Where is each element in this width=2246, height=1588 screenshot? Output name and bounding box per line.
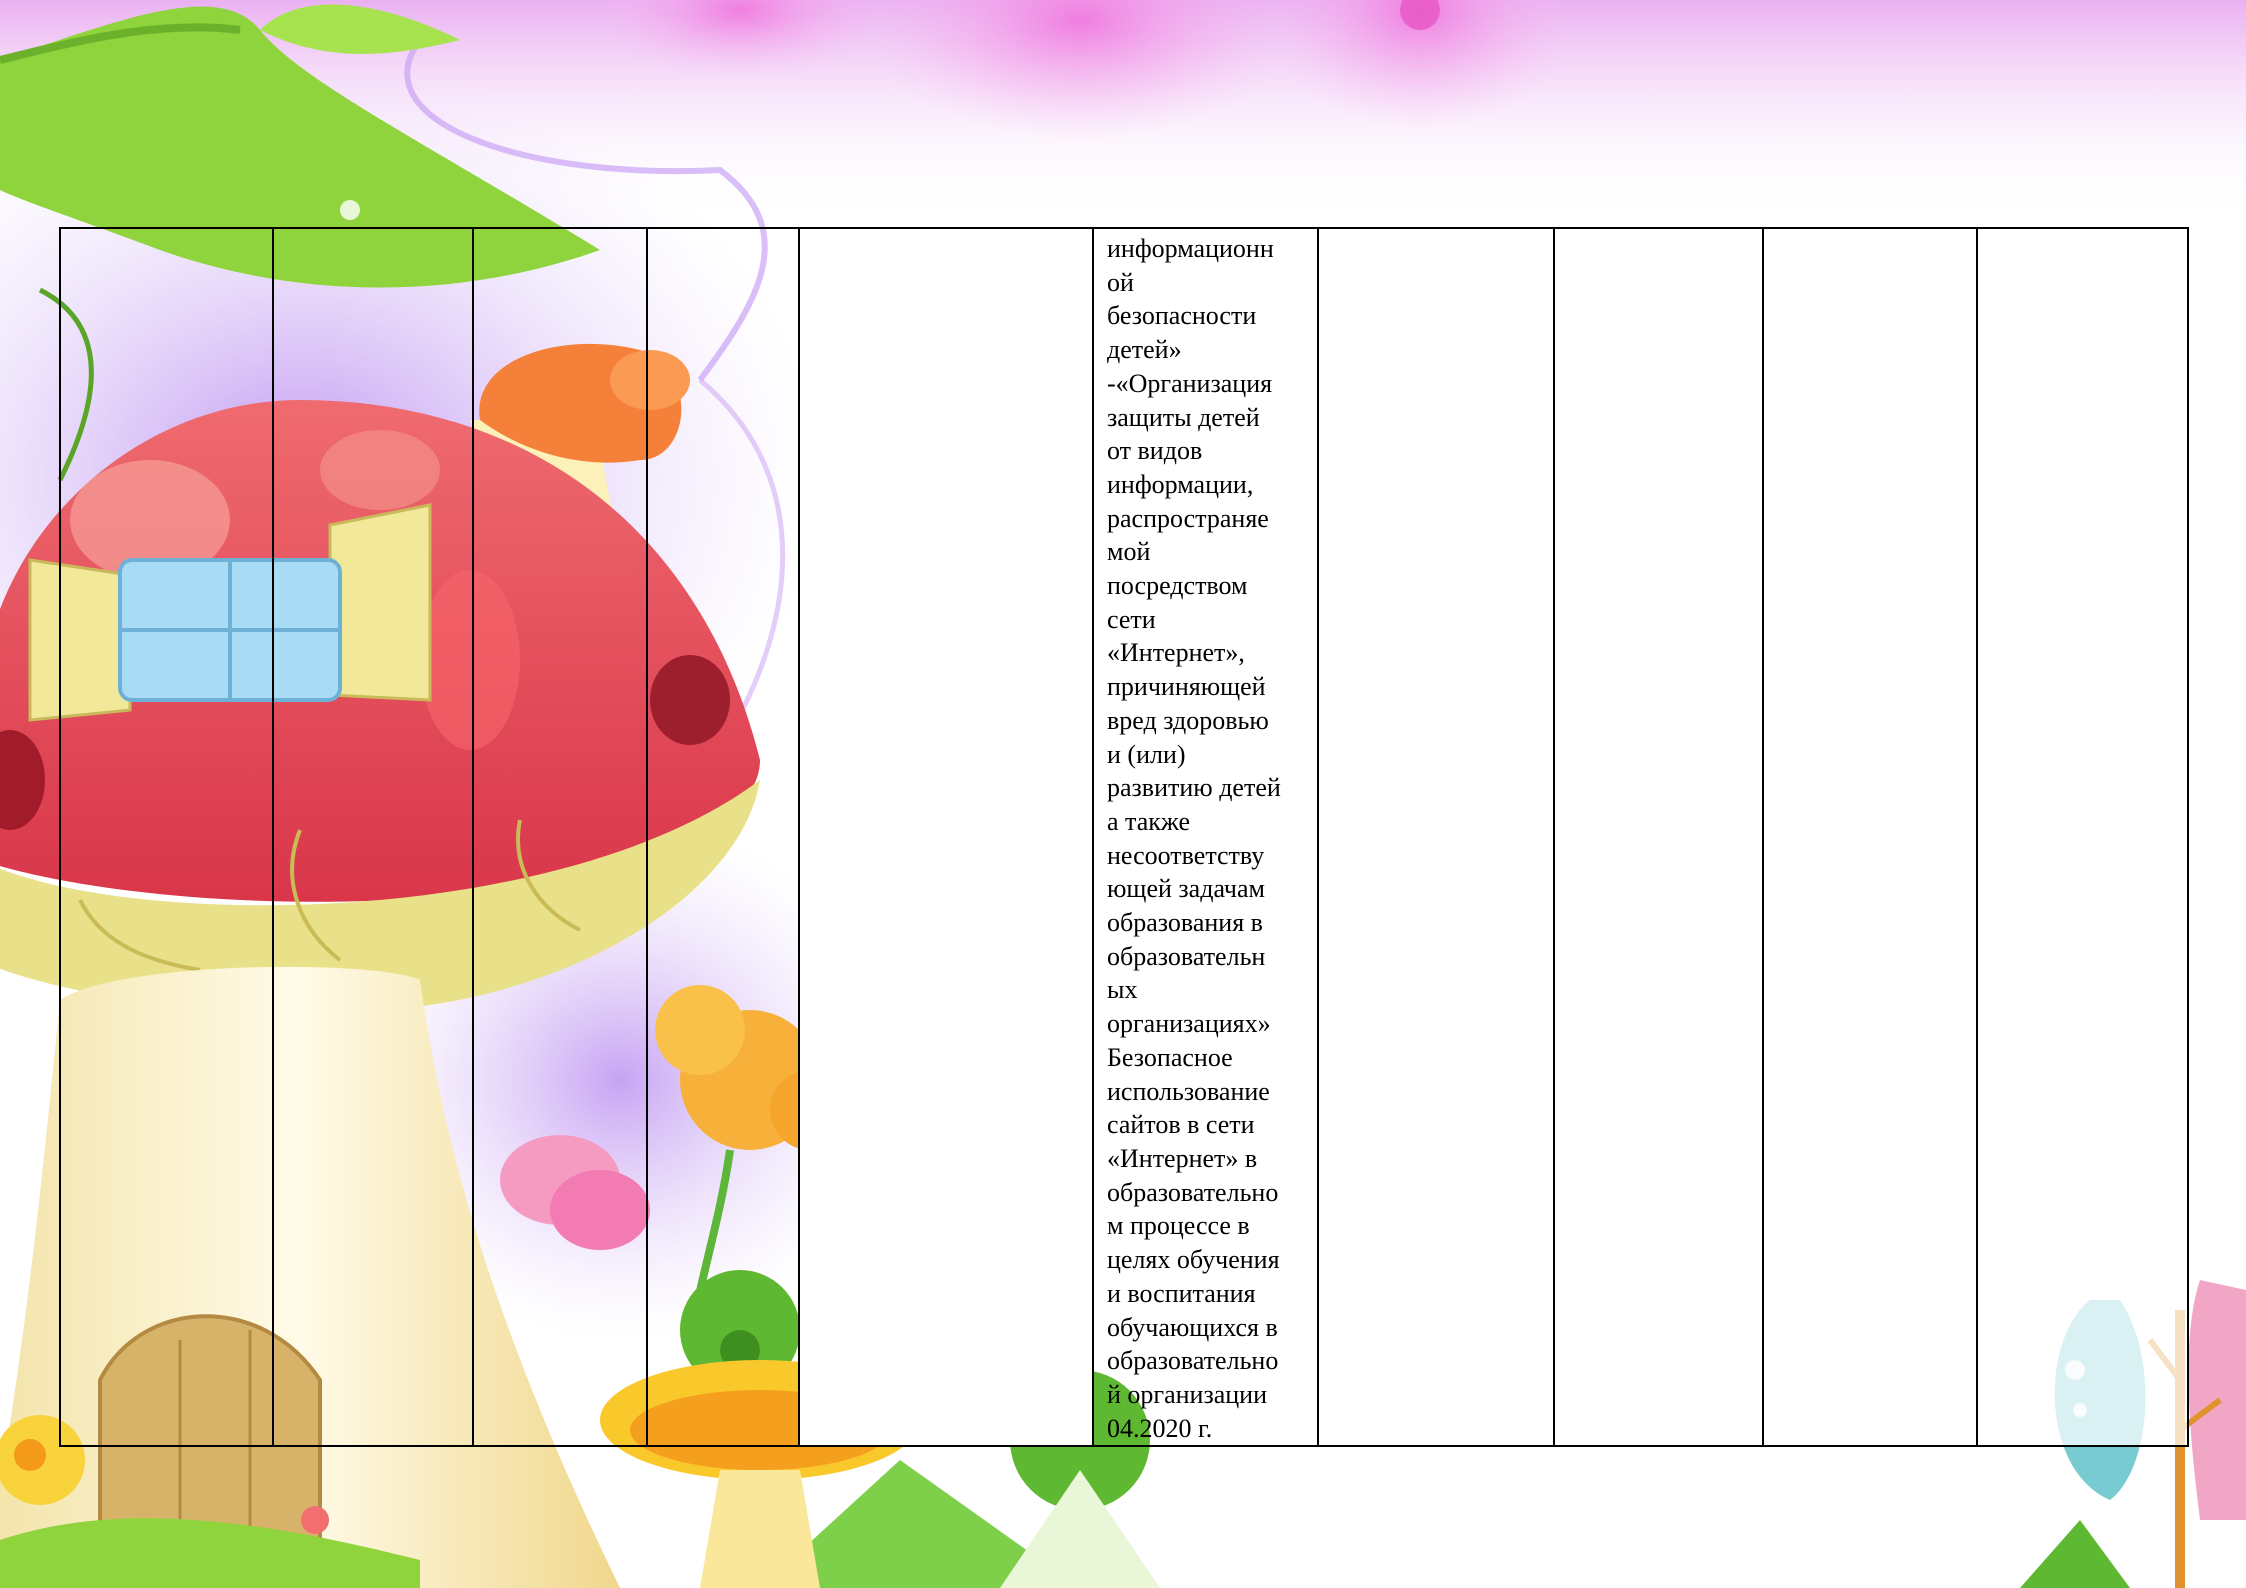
table-row bbox=[60, 228, 2188, 1446]
table-cell-col-1 bbox=[60, 228, 273, 1446]
table-cell-col-2 bbox=[273, 228, 473, 1446]
table-cell-col-6-text: информационн ой безопасности детей» -«Организация защиты детей от видов информации, распространяе мой посредством сети «Интернет», причиняющей вред здоровью и (или) развитию детей а также несоответству ющей задачам образования в образовательн ых организациях» Безопасное использование сайтов в сети «Интернет» в образовательно м процессе в целях обучения и воспитания обучающихся в образовательно й организации 04.2020 г. bbox=[1093, 228, 1318, 1446]
table-cell-col-5 bbox=[799, 228, 1093, 1446]
table-cell-col-8 bbox=[1554, 228, 1763, 1446]
table-cell-col-3 bbox=[473, 228, 647, 1446]
table-cell-col-10 bbox=[1977, 228, 2188, 1446]
document-table bbox=[59, 227, 2189, 1447]
table-cell-col-7 bbox=[1318, 228, 1554, 1446]
table-cell-col-9 bbox=[1763, 228, 1977, 1446]
table-cell-col-4 bbox=[647, 228, 799, 1446]
